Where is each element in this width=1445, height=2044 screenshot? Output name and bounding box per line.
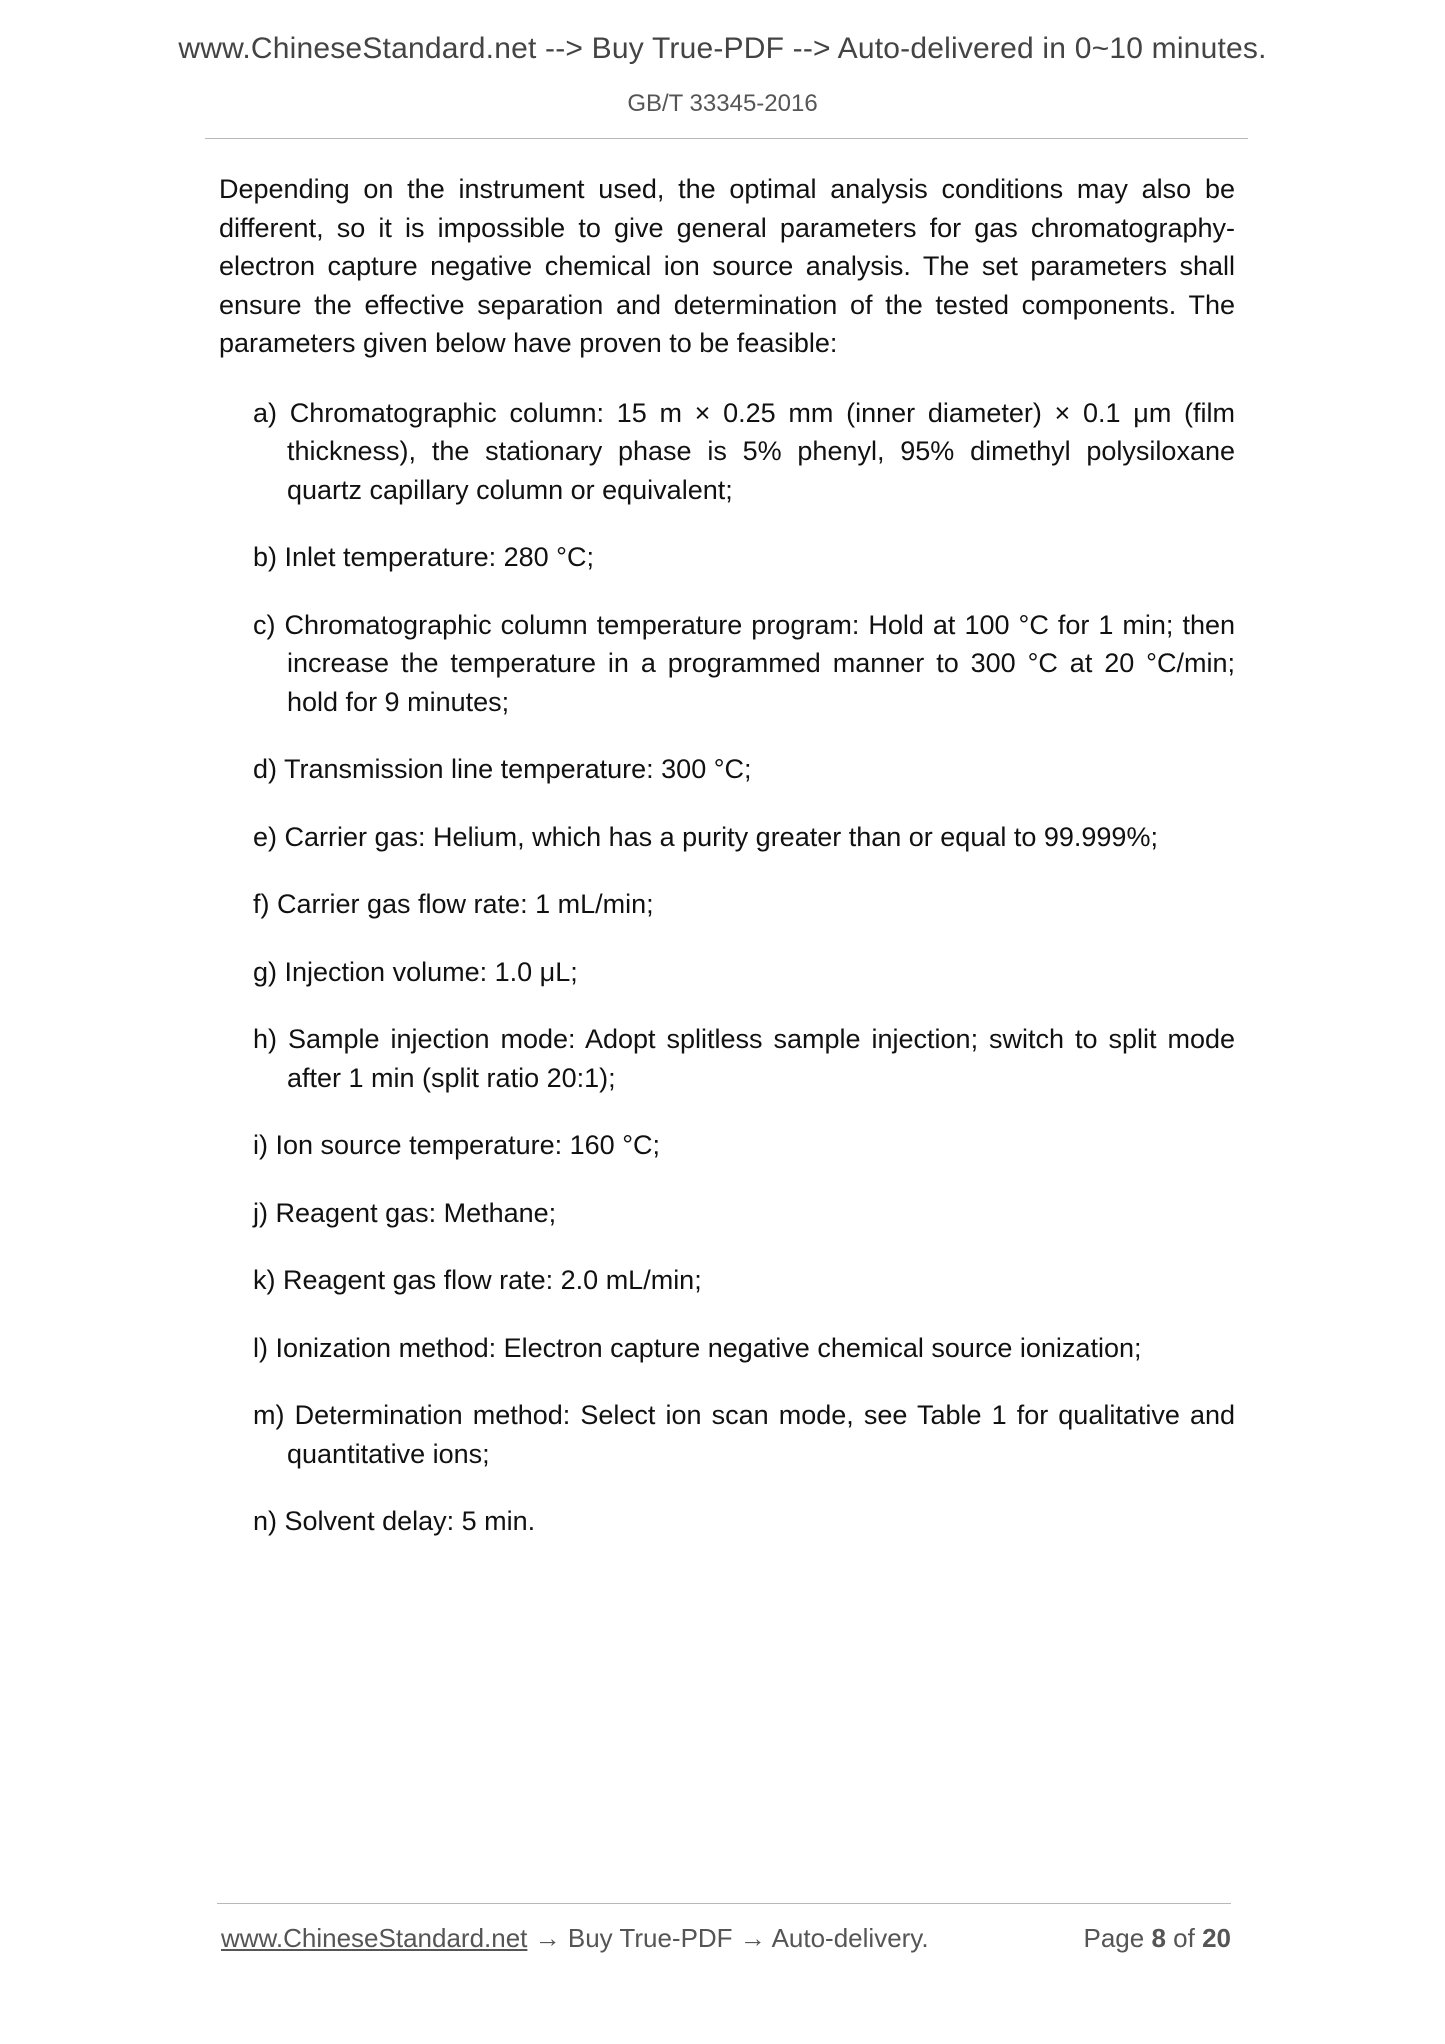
intro-paragraph: Depending on the instrument used, the optimal analysis conditions may also be different, so it is impossible to give general parameters for gas chromatography-electron capture negative chemical ion source analysis. The set parameters shall ensure the effective separation and determination of the tested components. The parameters given below have proven to be feasible: (219, 174, 1235, 358)
list-item: e) Carrier gas: Helium, which has a purity greater than or equal to 99.999%; (253, 821, 1158, 852)
page-indicator (1083, 1923, 1231, 1954)
footer-site-link[interactable]: www.ChineseStandard.net (221, 1923, 528, 1953)
list-item: g) Injection volume: 1.0 μL; (253, 956, 578, 987)
list-item: h) Sample injection mode: Adopt splitless sample injection; switch to split mode after 1 min (split ratio 20:1); (253, 1024, 1235, 1093)
page-current: 8 (1151, 1923, 1166, 1953)
footer-promo (221, 1923, 929, 1954)
list-item: b) Inlet temperature: 280 °C; (253, 542, 594, 572)
standard-number: GB/T 33345-2016 (627, 90, 818, 117)
list-item: k) Reagent gas flow rate: 2.0 mL/min; (253, 1265, 702, 1295)
list-item: j) Reagent gas: Methane; (253, 1197, 557, 1228)
list-item: m) Determination method: Select ion scan mode, see Table 1 for qualitative and quantitative ions; (253, 1400, 1235, 1469)
document-body (219, 170, 1235, 1570)
page-label: Page (1083, 1923, 1145, 1953)
page-footer (221, 1923, 1231, 1957)
header-divider (205, 138, 1248, 139)
list-item: i) Ion source temperature: 160 °C; (253, 1130, 660, 1160)
list-item: a) Chromatographic column: 15 m × 0.25 mm (inner diameter) × 0.1 μm (film thickness), the stationary phase is 5% phenyl, 95% dimethyl polysiloxane quartz capillary column or equivalent; (253, 397, 1235, 505)
parameter-list (219, 394, 1235, 1541)
list-item: l) Ionization method: Electron capture negative chemical source ionization; (253, 1332, 1142, 1363)
list-item: d) Transmission line temperature: 300 °C; (253, 754, 752, 784)
page-total: 20 (1202, 1923, 1231, 1953)
page-of: of (1173, 1923, 1195, 1953)
list-item: f) Carrier gas flow rate: 1 mL/min; (253, 889, 654, 919)
footer-promo-text: → Buy True-PDF → Auto-delivery. (527, 1923, 929, 1953)
list-item: n) Solvent delay: 5 min. (253, 1506, 536, 1536)
footer-divider (217, 1903, 1231, 1904)
list-item: c) Chromatographic column temperature program: Hold at 100 °C for 1 min; then increase the temperature in a programmed manner to 300 °C at 20 °C/min; hold for 9 minutes; (253, 609, 1235, 717)
header-banner: www.ChineseStandard.net --> Buy True-PDF --> Auto-delivered in 0~10 minutes. (178, 32, 1267, 65)
